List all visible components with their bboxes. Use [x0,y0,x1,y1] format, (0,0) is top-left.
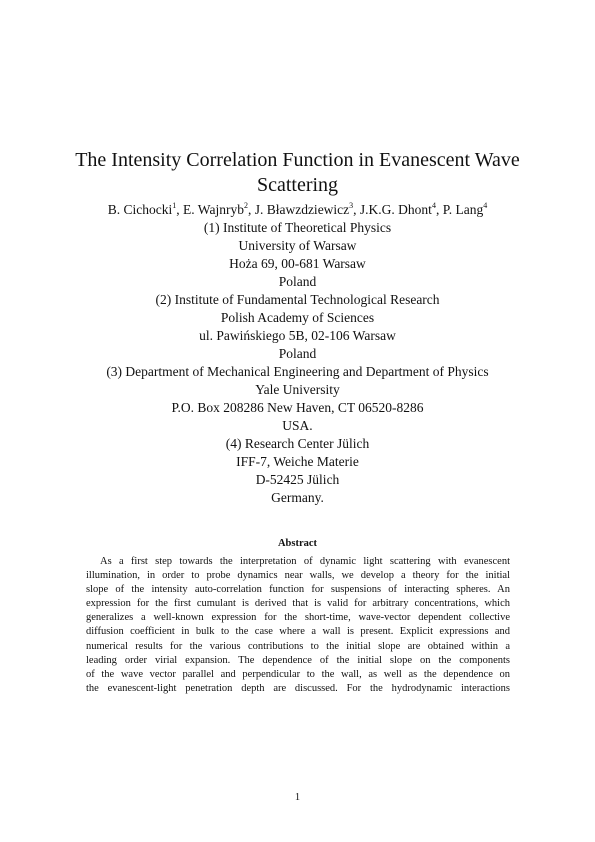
affiliation-address-line: University of Warsaw [238,238,357,253]
author-name: J.K.G. Dhont [359,202,432,217]
author-name: E. Wajnryb [183,202,244,217]
affiliation-address-line: IFF-7, Weiche Materie [236,454,359,469]
author-name: P. Lang [442,202,484,217]
abstract-body [86,555,510,696]
author [255,202,360,217]
abstract-line: As a first step towards the interpretation of dynamic light scattering with evanescent [100,556,510,567]
author-name: J. Bławzdziewicz [254,202,350,217]
affiliation-address-line: USA. [282,418,313,433]
author [443,202,488,217]
abstract-line: generalizes a well-known expression for the short-time, wave-vector dependent collective [86,612,510,624]
affiliation-mark: 1 [172,201,177,210]
affiliation-mark: 4 [483,201,488,210]
affiliation-address-line: Poland [278,274,317,289]
affiliation-address-line: Poland [278,346,317,361]
affiliation-address-line: Hoża 69, 00-681 Warsaw [229,256,366,271]
author-separator: , [247,202,255,217]
abstract-line: diffusion coefficient in bulk to the case where a wall is present. Explicit expressions and [86,626,510,638]
abstract-line: the evanescent-light penetration depth are discussed. For the hydrodynamic interactions [86,682,510,694]
affiliation-mark: 2 [243,201,248,210]
affiliation-name: (1) Institute of Theoretical Physics [203,220,392,235]
affiliation-name: (4) Research Center Jülich [225,436,370,451]
abstract-line: slope of the intensity auto-correlation function for suspensions of interacting spheres. An [86,584,510,596]
page-number: 1 [294,792,301,803]
abstract-line: leading order virial expansion. The dependence of the initial slope on the components [86,654,510,666]
affiliation-address-line: P.O. Box 208286 New Haven, CT 06520-8286 [171,400,424,415]
affiliation-address-line: Germany. [271,490,324,505]
abstract-heading: Abstract [277,538,318,549]
affiliation-address-line: Polish Academy of Sciences [220,310,375,325]
abstract-line: illumination, in order to probe dynamics near walls, we develop a theory for the initial [86,570,510,582]
author-separator: , [353,202,360,217]
abstract-line: expression for the first cumulant is derived that is valid for arbitrary concentrations, which [86,598,510,610]
abstract-line: numerical results for the various contributions to the initial slope are obtained within a [86,640,510,652]
affiliation-mark: 4 [431,201,436,210]
affiliation-address-line: Yale University [255,382,340,397]
author [108,202,183,217]
affiliation-list [30,219,565,507]
paper-title: The Intensity Correlation Function in Evanescent Wave Scattering [75,149,520,197]
author [360,202,443,217]
abstract-line: of the wave vector parallel and perpendicular to the wall, as well as the dependence on [86,668,510,680]
affiliation-name: (2) Institute of Fundamental Technological Research [155,292,440,307]
author-name: B. Cichocki [107,202,173,217]
author-separator: , [176,202,184,217]
author-list [30,201,565,219]
affiliation-address-line: ul. Pawińskiego 5B, 02-106 Warsaw [199,328,396,343]
affiliation-address-line: D-52425 Jülich [255,472,340,487]
author-separator: , [435,202,443,217]
affiliation-name: (3) Department of Mechanical Engineering and Department of Physics [106,364,489,379]
author [183,202,255,217]
affiliation-mark: 3 [349,201,354,210]
